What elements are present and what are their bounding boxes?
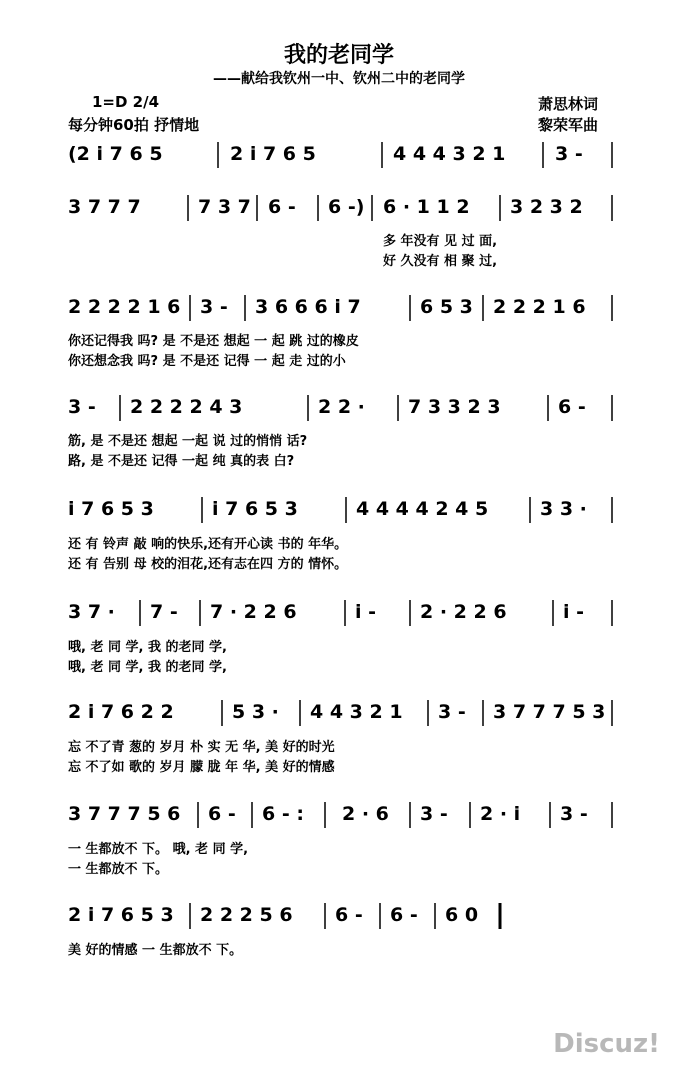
note-group: 4 4 3 2 1 [310, 701, 403, 723]
note-group: 6 - [558, 396, 586, 418]
note-group: 6 0 [445, 904, 479, 926]
note-group: 6 - : [262, 803, 304, 825]
lyric-line: 一 生都放不 下。 [68, 862, 169, 877]
note-group: 4 4 4 4 2 4 5 [356, 498, 489, 520]
note-group: 2 2 · [318, 396, 365, 418]
lyric-line: 你还想念我 吗? 是 不是还 记得 一 起 走 过的小 [68, 354, 346, 369]
lyric-line: 还 有 铃声 敲 响的快乐,还有开心读 书的 年华。 [68, 537, 348, 552]
note-group: 3 2 3 2 [510, 196, 583, 218]
note-group: 3 - [438, 701, 466, 723]
note-group: 2 i 7 6 5 [230, 143, 316, 165]
note-group: 6 · 1 1 2 [383, 196, 470, 218]
note-group: 3 7 · [68, 601, 115, 623]
lyric-line: 路, 是 不是还 记得 一起 纯 真的表 白? [68, 454, 295, 469]
note-group: i 7 6 5 3 [212, 498, 298, 520]
note-group: 6 - [268, 196, 296, 218]
song-subtitle: ——献给我钦州一中、钦州二中的老同学 [213, 71, 465, 87]
lyricist-credit: 萧思林词 [538, 95, 599, 113]
note-group: 2 · 2 2 6 [420, 601, 507, 623]
note-group: (2 i 7 6 5 [68, 143, 163, 165]
note-group: 6 - [208, 803, 236, 825]
note-group: 6 - [390, 904, 418, 926]
note-group: i - [563, 601, 585, 623]
note-group: 3 7 7 7 5 6 [68, 803, 181, 825]
lyric-line: 忘 不了如 歌的 岁月 朦 胧 年 华, 美 好的情感 [68, 760, 335, 775]
note-group: 2 2 2 2 4 3 [130, 396, 243, 418]
note-group: 3 7 7 7 [68, 196, 141, 218]
lyric-line: 一 生都放不 下。 哦, 老 同 学, [68, 842, 249, 857]
tempo-marking: 每分钟60拍 抒情地 [68, 116, 200, 134]
note-group: 3 6 6 6 i 7 [255, 296, 361, 318]
note-group: 7 - [150, 601, 178, 623]
lyric-line: 还 有 告别 母 校的泪花,还有志在四 方的 情怀。 [68, 557, 348, 572]
note-group: 2 2 2 5 6 [200, 904, 293, 926]
note-group: 6 -) [328, 196, 365, 218]
note-group: 3 3 · [540, 498, 587, 520]
lyric-line: 好 久没有 相 聚 过, [383, 254, 498, 269]
note-group: 6 - [335, 904, 363, 926]
note-group: 5 3 · [232, 701, 279, 723]
note-group: 7 · 2 2 6 [210, 601, 297, 623]
note-group: 3 - [420, 803, 448, 825]
forum-watermark: Discuz! [553, 1029, 660, 1059]
note-group: 6 5 3 [420, 296, 473, 318]
song-title: 我的老同学 [283, 43, 394, 68]
key-time-signature: 1=D 2/4 [92, 93, 160, 111]
note-group: 2 · i [480, 803, 521, 825]
note-group: 7 3 7 [198, 196, 251, 218]
note-group: 2 · 6 [342, 803, 389, 825]
lyric-line: 哦, 老 同 学, 我 的老同 学, [68, 640, 227, 655]
note-group: 3 - [560, 803, 588, 825]
note-group: i 7 6 5 3 [68, 498, 154, 520]
lyric-line: 筋, 是 不是还 想起 一起 说 过的悄悄 话? [68, 434, 308, 449]
note-group: 7 3 3 2 3 [408, 396, 501, 418]
composer-credit: 黎荣军曲 [538, 116, 599, 134]
lyric-line: 哦, 老 同 学, 我 的老同 学, [68, 660, 227, 675]
lyric-line: 你还记得我 吗? 是 不是还 想起 一 起 跳 过的橡皮 [68, 334, 359, 349]
note-group: 2 i 7 6 5 3 [68, 904, 174, 926]
note-group: 4 4 4 3 2 1 [393, 143, 506, 165]
note-group: 3 - [555, 143, 583, 165]
lyric-line: 忘 不了青 葱的 岁月 朴 实 无 华, 美 好的时光 [68, 740, 335, 755]
note-group: 3 7 7 7 5 3 [493, 701, 606, 723]
note-group: 2 i 7 6 2 2 [68, 701, 174, 723]
lyric-line: 多 年没有 见 过 面, [383, 234, 498, 249]
note-group: 2 2 2 1 6 [493, 296, 586, 318]
note-group: 2 2 2 2 1 6 [68, 296, 181, 318]
note-group: i - [355, 601, 377, 623]
note-group: 3 - [68, 396, 96, 418]
lyric-line: 美 好的情感 一 生都放不 下。 [68, 943, 243, 958]
note-group: 3 - [200, 296, 228, 318]
